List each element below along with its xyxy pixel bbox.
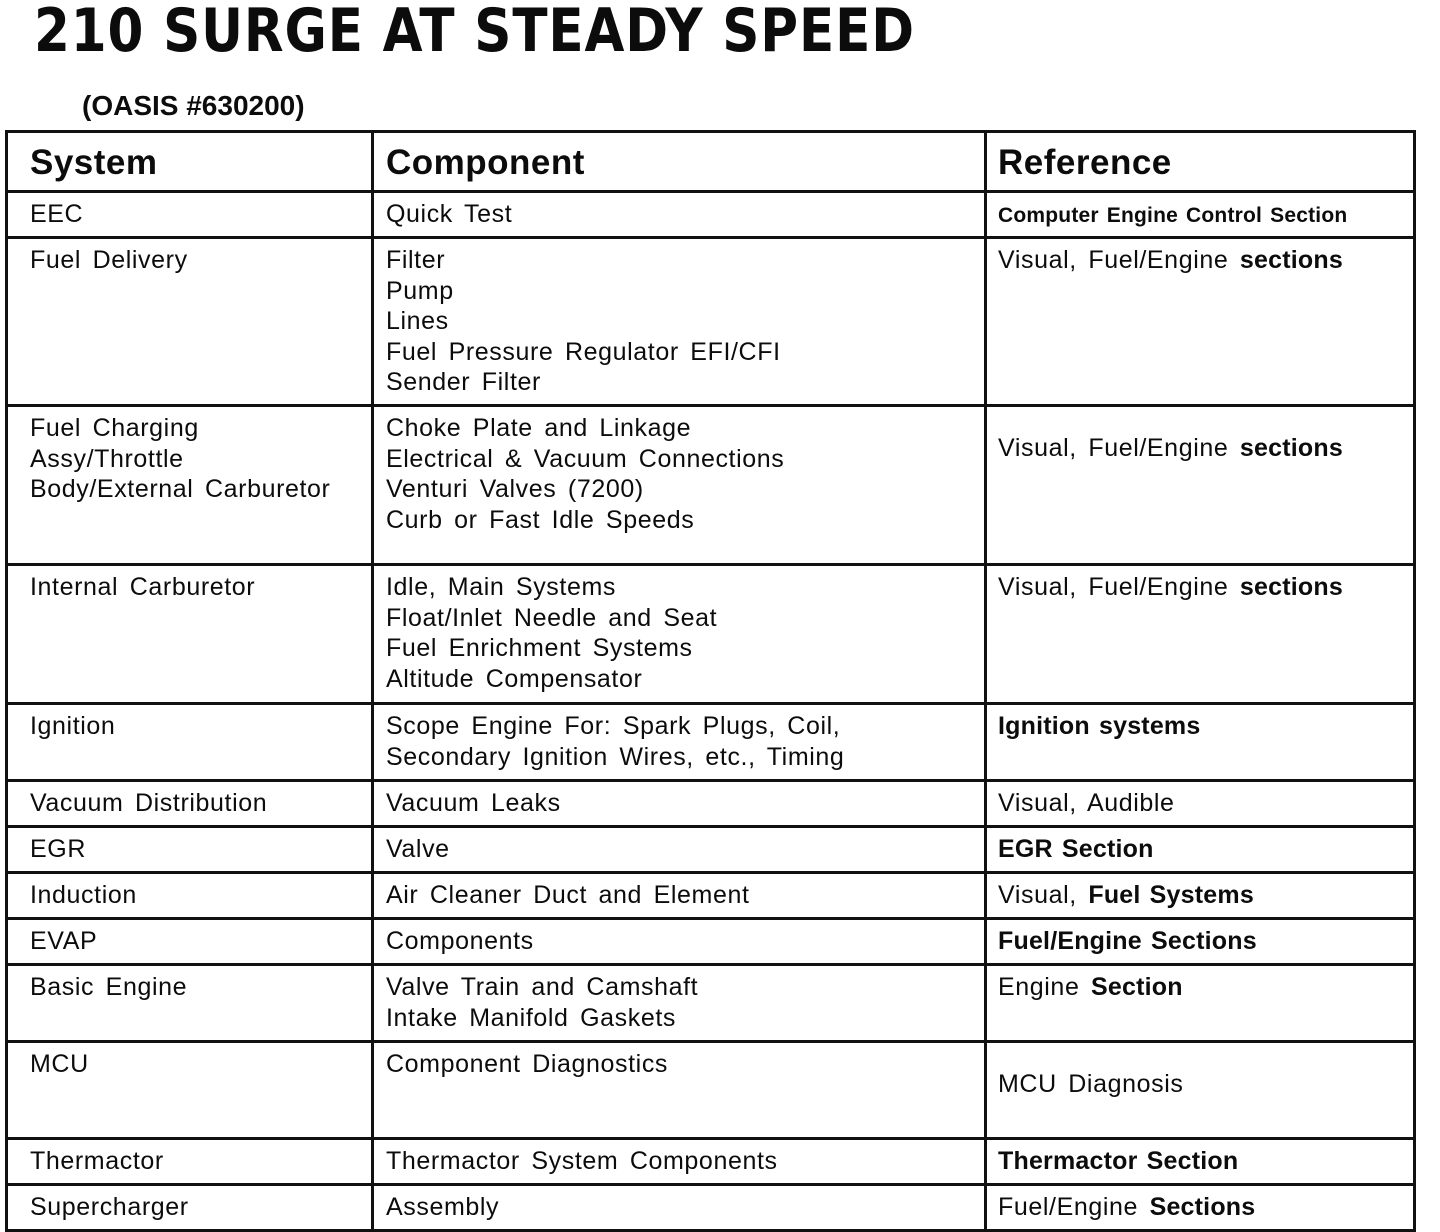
reference-cell [986, 1042, 1415, 1139]
system-line: MCU [30, 1050, 89, 1078]
table-row [7, 919, 1415, 965]
table-row [7, 704, 1415, 781]
table-row [7, 192, 1415, 238]
component-cell [373, 827, 986, 873]
component-cell [373, 238, 986, 406]
system-line: EEC [30, 200, 84, 228]
component-cell [373, 1185, 986, 1231]
table-row [7, 565, 1415, 704]
table-header-row [7, 132, 1415, 192]
component-line: Altitude Compensator [386, 664, 643, 693]
reference-text: sections [1239, 573, 1343, 601]
component-cell [373, 565, 986, 704]
reference-line [998, 199, 1403, 232]
component-line: Air Cleaner Duct and Element [386, 881, 750, 909]
reference-text: Visual, Audible [998, 789, 1175, 817]
system-cell [7, 1185, 373, 1231]
reference-text: Visual, Fuel/Engine [998, 434, 1240, 462]
component-line: Idle, Main Systems [386, 573, 616, 601]
system-line: Basic Engine [30, 973, 188, 1001]
system-line: Supercharger [30, 1193, 189, 1221]
reference-text: Thermactor Section [998, 1147, 1239, 1175]
component-line: Vacuum Leaks [386, 789, 561, 817]
component-cell [373, 965, 986, 1042]
reference-cell [986, 827, 1415, 873]
reference-line [998, 880, 1403, 911]
reference-cell [986, 965, 1415, 1042]
reference-line [998, 788, 1403, 819]
reference-text: Visual, Fuel/Engine [998, 573, 1240, 601]
table-row [7, 965, 1415, 1042]
component-cell [373, 704, 986, 781]
reference-cell [986, 781, 1415, 827]
component-cell [373, 781, 986, 827]
table-row [7, 1139, 1415, 1185]
reference-line [998, 1146, 1403, 1177]
reference-line [998, 572, 1403, 603]
component-line: Assembly [386, 1193, 500, 1221]
component-cell [373, 192, 986, 238]
component-line: Float/Inlet Needle and Seat [386, 603, 718, 632]
system-line: Body/External Carburetor [30, 475, 331, 503]
reference-cell [986, 406, 1415, 565]
component-cell [373, 873, 986, 919]
system-line: Fuel Charging [30, 414, 199, 442]
reference-cell [986, 1139, 1415, 1185]
table-row [7, 827, 1415, 873]
reference-cell [986, 238, 1415, 406]
diagnosis-table [5, 130, 1416, 1232]
component-line: Lines [386, 307, 449, 335]
reference-cell [986, 919, 1415, 965]
reference-text: Visual, Fuel/Engine [998, 246, 1240, 274]
component-cell [373, 919, 986, 965]
component-line: Pump [386, 276, 454, 305]
reference-text: sections [1239, 246, 1343, 274]
system-line: Ignition [30, 712, 116, 740]
reference-text: Fuel/Engine Sections [998, 927, 1257, 955]
system-cell [7, 1042, 373, 1139]
reference-line [998, 711, 1403, 742]
component-line: Sender Filter [386, 368, 541, 396]
page-title: 210 SURGE AT STEADY SPEED [34, 0, 915, 66]
reference-line [998, 972, 1403, 1003]
component-line: Curb or Fast Idle Speeds [386, 505, 695, 534]
component-line: Quick Test [386, 200, 513, 228]
system-cell [7, 704, 373, 781]
reference-cell [986, 565, 1415, 704]
component-cell [373, 1139, 986, 1185]
system-cell [7, 919, 373, 965]
reference-line [998, 245, 1403, 276]
system-line: Thermactor [30, 1147, 164, 1175]
system-cell [7, 965, 373, 1042]
reference-text: MCU Diagnosis [998, 1070, 1184, 1098]
reference-cell [986, 704, 1415, 781]
system-line: EVAP [30, 927, 98, 955]
component-line: Fuel Enrichment Systems [386, 634, 693, 662]
table-body [7, 192, 1415, 1231]
table-row [7, 1185, 1415, 1231]
header-reference: Reference [986, 132, 1415, 192]
component-cell [373, 406, 986, 565]
system-cell [7, 873, 373, 919]
reference-line [998, 1069, 1403, 1100]
system-line: Internal Carburetor [30, 573, 256, 601]
system-cell [7, 565, 373, 704]
system-line: Induction [30, 881, 137, 909]
table-row [7, 873, 1415, 919]
table-row [7, 406, 1415, 565]
component-line: Components [386, 927, 534, 955]
reference-text: Fuel Systems [1088, 881, 1254, 909]
reference-text: Ignition systems [998, 712, 1201, 740]
component-cell [373, 1042, 986, 1139]
reference-line [998, 1192, 1403, 1223]
reference-cell [986, 873, 1415, 919]
system-cell [7, 827, 373, 873]
table-row [7, 1042, 1415, 1139]
reference-line [998, 433, 1403, 464]
component-line: Thermactor System Components [386, 1147, 778, 1175]
reference-cell [986, 1185, 1415, 1231]
reference-line [998, 926, 1403, 957]
system-line: EGR [30, 835, 86, 863]
reference-text: sections [1239, 434, 1343, 462]
reference-text: EGR Section [998, 835, 1154, 863]
component-line: Venturi Valves (7200) [386, 475, 644, 503]
system-cell [7, 1139, 373, 1185]
system-line: Vacuum Distribution [30, 789, 268, 817]
component-line: Valve [386, 835, 450, 863]
system-line: Fuel Delivery [30, 246, 188, 274]
reference-line [998, 834, 1403, 865]
component-line: Scope Engine For: Spark Plugs, Coil, [386, 712, 841, 740]
system-line: Assy/Throttle [30, 444, 184, 473]
system-cell [7, 406, 373, 565]
header-system: System [7, 132, 373, 192]
component-line: Secondary Ignition Wires, etc., Timing [386, 742, 845, 771]
reference-text: Engine [998, 973, 1091, 1001]
reference-text: Visual, [998, 881, 1089, 909]
table-row [7, 781, 1415, 827]
component-line: Electrical & Vacuum Connections [386, 444, 785, 473]
component-line: Choke Plate and Linkage [386, 414, 692, 442]
component-line: Component Diagnostics [386, 1050, 669, 1078]
system-cell [7, 781, 373, 827]
header-component: Component [373, 132, 986, 192]
reference-text: Section [1091, 973, 1183, 1001]
system-cell [7, 192, 373, 238]
component-line: Filter [386, 246, 446, 274]
system-cell [7, 238, 373, 406]
reference-text: Sections [1149, 1193, 1256, 1221]
component-line: Fuel Pressure Regulator EFI/CFI [386, 337, 781, 366]
reference-text: Computer Engine Control Section [998, 204, 1348, 227]
component-line: Valve Train and Camshaft [386, 973, 699, 1001]
component-line: Intake Manifold Gaskets [386, 1003, 676, 1032]
oasis-number: (OASIS #630200) [82, 90, 305, 121]
reference-text: Fuel/Engine [998, 1193, 1150, 1221]
table-row [7, 238, 1415, 406]
reference-cell [986, 192, 1415, 238]
